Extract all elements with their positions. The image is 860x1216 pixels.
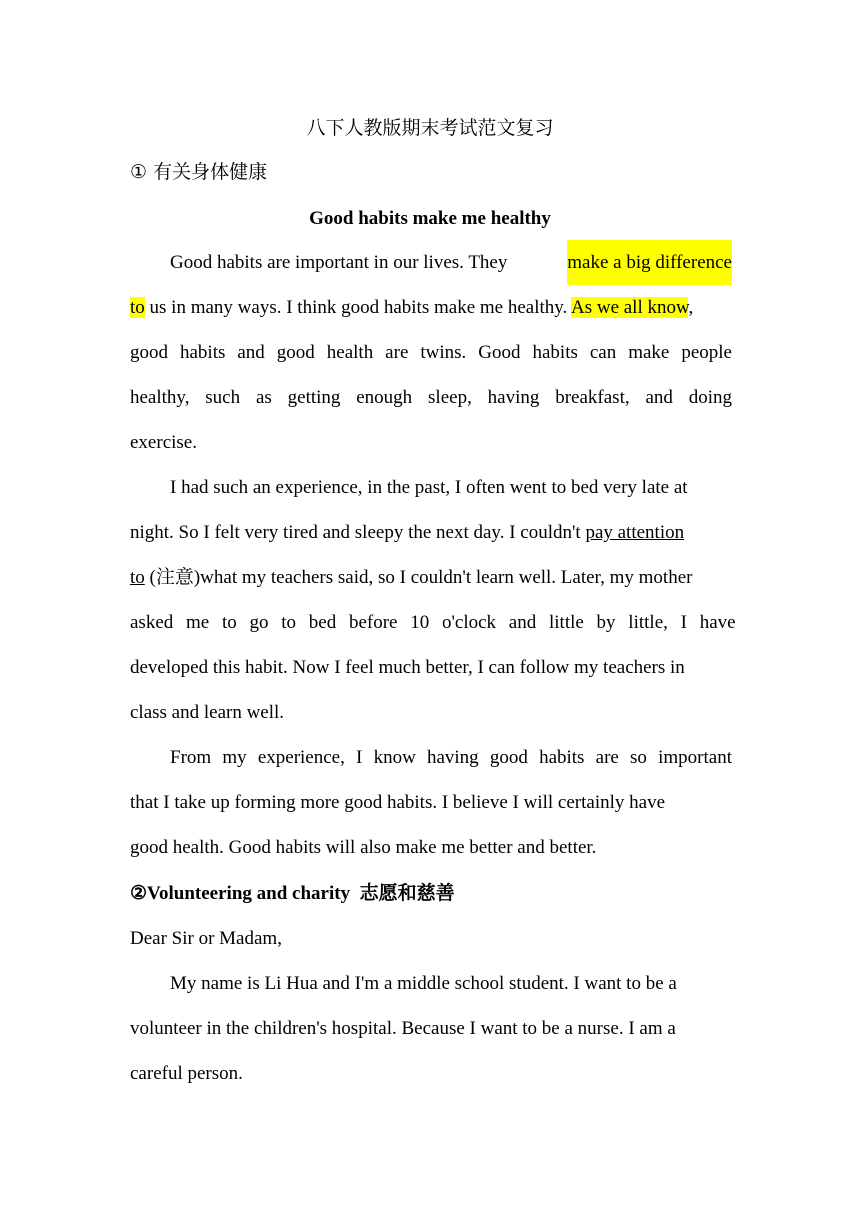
paragraph-line: volunteer in the children's hospital. Because I want to be a nurse. I am a [130, 1018, 676, 1039]
section-heading-cn: 志愿和慈善 [359, 882, 455, 904]
highlighted-phrase: As we all know [570, 297, 689, 318]
paragraph-line [130, 285, 732, 330]
paragraph-line: I had such an experience, in the past, I often went to bed very late at [170, 477, 688, 498]
salutation: Dear Sir or Madam, [130, 928, 282, 949]
paragraph-line: asked me to go to bed before 10 o'clock and little by little, I have [130, 612, 736, 633]
essay-title: Good habits make me healthy [309, 208, 551, 229]
text-span: night. So I felt very tired and sleepy the next day. I couldn't [130, 522, 586, 543]
paragraph-line [130, 240, 732, 285]
section-heading-volunteering [130, 871, 455, 916]
text-span: (注意)what my teachers said, so I couldn't learn well. Later, my mother [144, 567, 693, 588]
page-title: 八下人教版期末考试范文复习 [306, 117, 554, 139]
paragraph-line: healthy, such as getting enough sleep, having breakfast, and doing [130, 387, 732, 408]
underlined-phrase: pay attention [585, 522, 685, 543]
paragraph-line [130, 510, 732, 555]
text-span: us in many ways. I think good habits make me healthy. [144, 297, 571, 318]
highlighted-phrase: make a big difference [567, 240, 732, 285]
paragraph-line: good habits and good health are twins. Good habits can make people [130, 342, 732, 363]
underlined-phrase: to [130, 567, 145, 588]
section-heading-health: ① 有关身体健康 [130, 161, 268, 183]
text-span: Good habits are important in our lives. They [170, 252, 508, 273]
paragraph-line: From my experience, I know having good habits are so important [170, 747, 732, 768]
text-span: , [688, 297, 694, 318]
paragraph-line: class and learn well. [130, 702, 285, 723]
paragraph-line: My name is Li Hua and I'm a middle school student. I want to be a [170, 973, 677, 994]
paragraph-line: careful person. [130, 1063, 243, 1084]
paragraph-line: that I take up forming more good habits. I believe I will certainly have [130, 792, 665, 813]
paragraph-line [130, 555, 732, 600]
paragraph-line: good health. Good habits will also make me better and better. [130, 837, 597, 858]
section-heading-en: ②Volunteering and charity [130, 883, 351, 904]
highlighted-phrase: to [130, 297, 145, 318]
paragraph-line: developed this habit. Now I feel much better, I can follow my teachers in [130, 657, 685, 678]
paragraph-line: exercise. [130, 432, 197, 453]
